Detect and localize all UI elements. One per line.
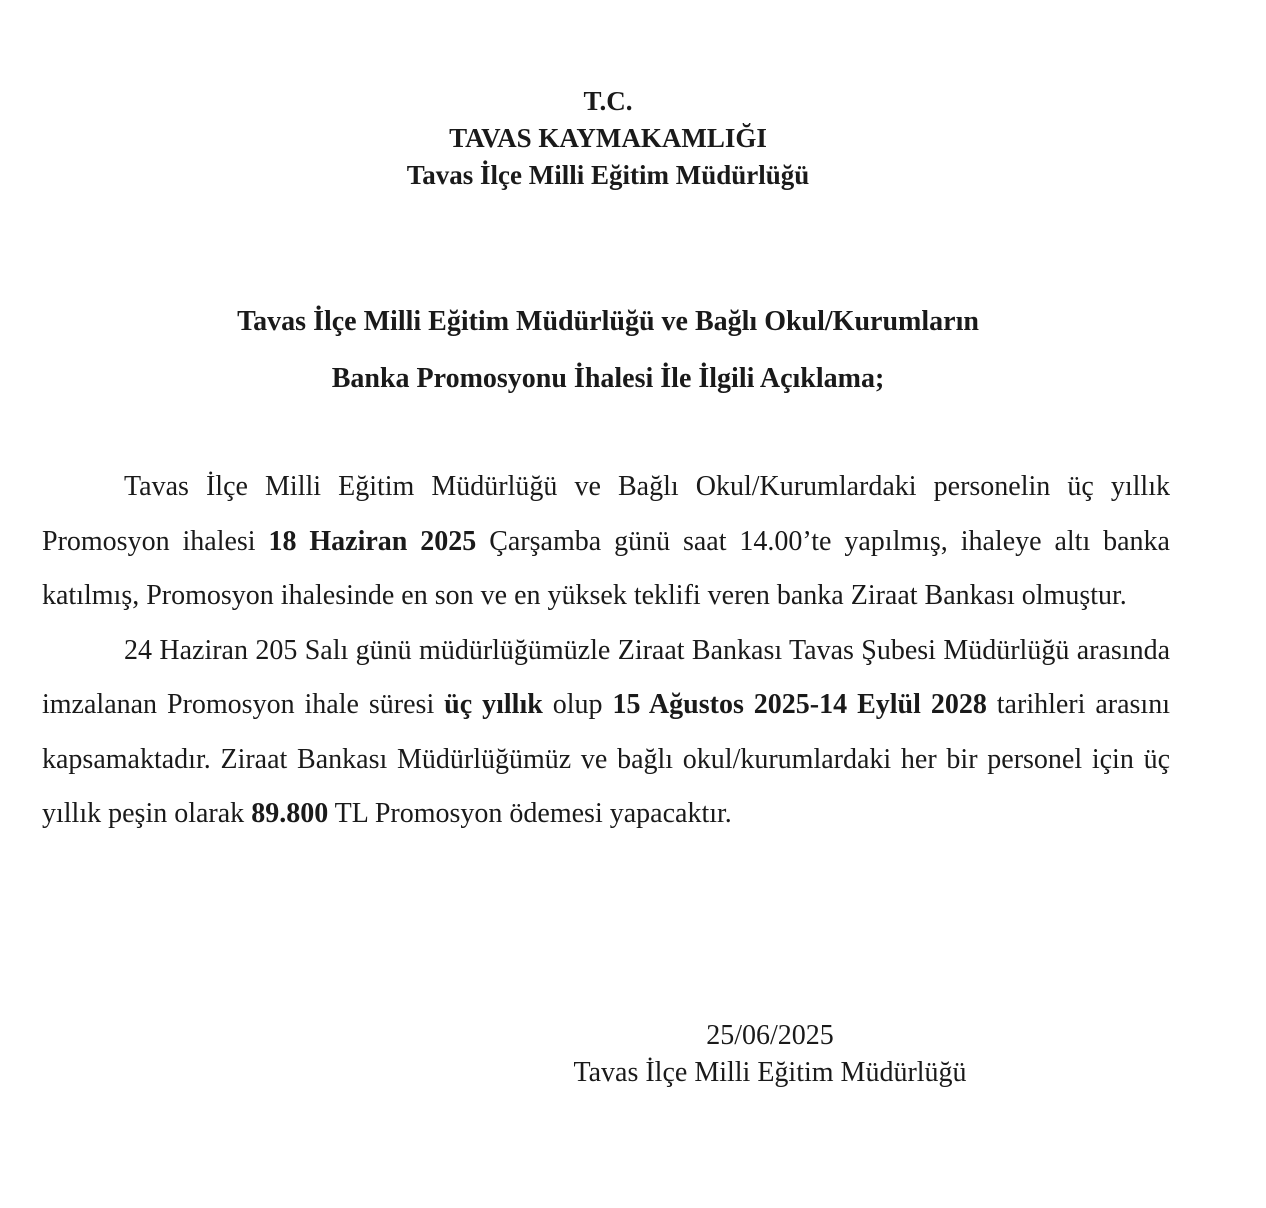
paragraph-1 <box>42 460 1170 624</box>
letterhead-line-kaymakamlik: TAVAS KAYMAKAMLIĞI <box>449 123 767 153</box>
paragraph-2-text-1: 24 Haziran 205 Salı günü müdürlüğümüzle Ziraat Bankası Tavas Şubesi Müdürlüğü arasında imzalanan Promosyon ihale süresi <box>42 634 1170 720</box>
signature-org: Tavas İlçe Milli Eğitim Müdürlüğü <box>573 1057 967 1088</box>
signature-date: 25/06/2025 <box>706 1020 834 1051</box>
paragraph-1-text-1: Tavas İlçe Milli Eğitim Müdürlüğü ve Bağlı Okul/Kurumlardaki personelin üç yıllık Promosyon ihalesi <box>42 471 1170 557</box>
signature-block <box>0 1017 1266 1091</box>
promotion-amount: 89.800 <box>251 798 329 829</box>
paragraph-2-text-2: olup <box>542 689 613 720</box>
paragraph-1-text-2: Çarşamba günü saat 14.00’te yapılmış, ihaleye altı banka katılmış, Promosyon ihalesinde en son ve en yüksek teklifi veren banka Ziraat Bankası olmuştur. <box>42 525 1170 611</box>
document-body <box>42 460 1170 842</box>
paragraph-2-text-4: TL Promosyon ödemesi yapacaktır. <box>328 798 732 829</box>
letterhead-line-directorate: Tavas İlçe Milli Eğitim Müdürlüğü <box>406 160 810 190</box>
paragraph-2-text-3: tarihleri arasını kapsamaktadır. Ziraat Bankası Müdürlüğümüz ve bağlı okul/kurumlardaki her bir personel için üç yıllık peşin olarak <box>42 689 1170 829</box>
contract-duration: üç yıllık <box>444 689 543 720</box>
contract-period: 15 Ağustos 2025-14 Eylül 2028 <box>612 689 987 720</box>
document-title <box>0 293 1216 407</box>
title-line-1: Tavas İlçe Milli Eğitim Müdürlüğü ve Bağlı Okul/Kurumların <box>237 306 979 337</box>
letterhead-line-tc: T.C. <box>583 86 633 116</box>
letterhead <box>0 83 1216 194</box>
paragraph-2 <box>42 624 1170 842</box>
tender-date: 18 Haziran 2025 <box>268 525 477 557</box>
title-line-2: Banka Promosyonu İhalesi İle İlgili Açıklama; <box>331 363 885 394</box>
